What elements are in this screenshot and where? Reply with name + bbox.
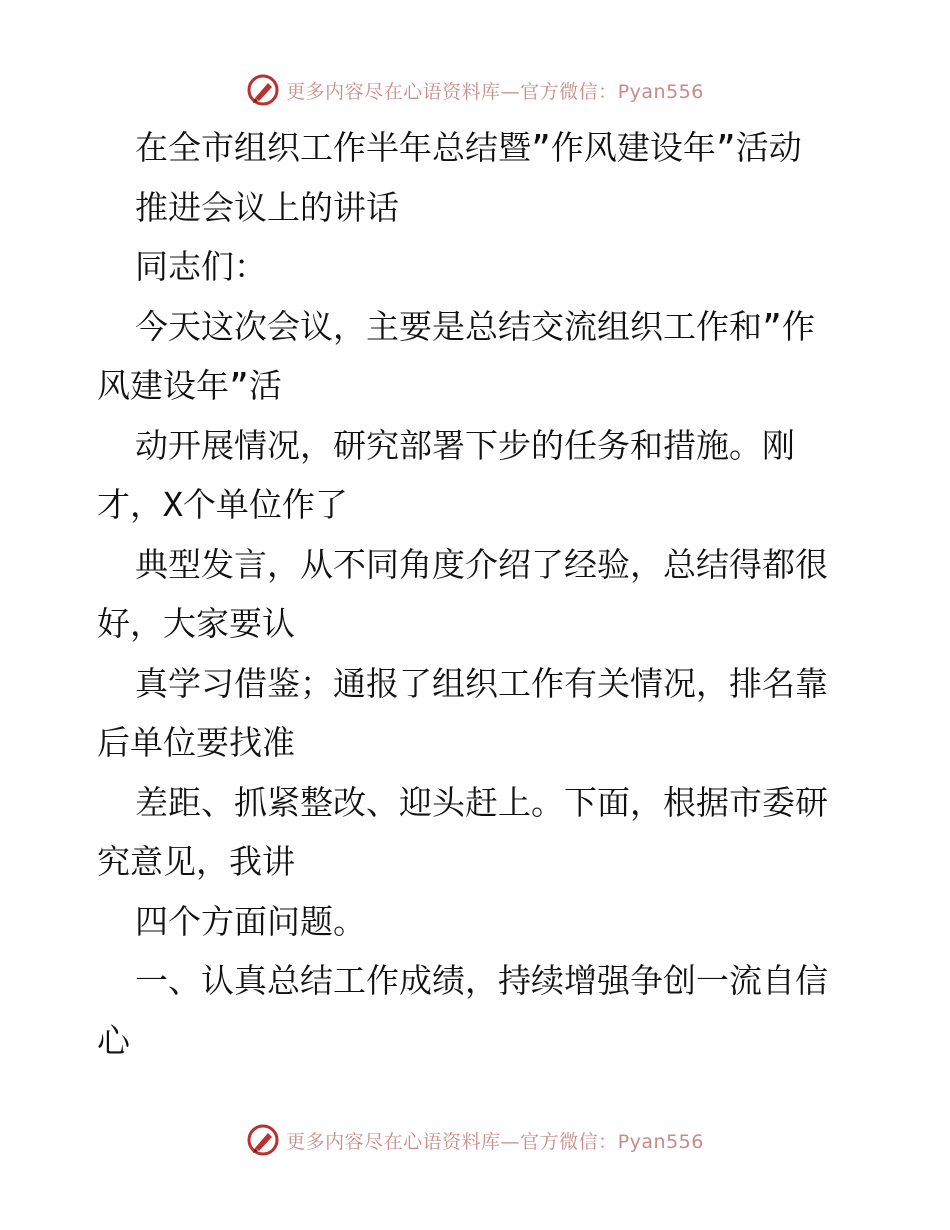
text-line: 真学习借鉴；通报了组织工作有关情况，排名靠	[135, 663, 828, 703]
text-line: 动开展情况，研究部署下步的任务和措施。刚	[135, 425, 795, 465]
pen-logo-icon	[246, 1123, 280, 1157]
banner-text: 更多内容尽在心语资料库—官方微信：Pyan556	[286, 80, 704, 103]
text-line: 后单位要找准	[97, 723, 295, 762]
footer-banner	[0, 1120, 950, 1160]
text-line: 同志们：	[135, 247, 267, 286]
header-banner	[0, 70, 950, 110]
text-line: 在全市组织工作半年总结暨”作风建设年”活动	[135, 128, 802, 167]
text-line: 推进会议上的讲话	[135, 187, 399, 227]
text-line: 心	[97, 1020, 130, 1060]
text-line: 四个方面问题。	[135, 901, 366, 941]
text-line: 一、认真总结工作成绩，持续增强争创一流自信	[135, 961, 828, 1000]
text-line: 风建设年”活	[97, 366, 282, 405]
text-line: 差距、抓紧整改、迎头赶上。下面，根据市委研	[135, 782, 828, 822]
document-body	[97, 118, 867, 1070]
banner-text: 更多内容尽在心语资料库—官方微信：Pyan556	[286, 1130, 704, 1153]
text-line: 今天这次会议，主要是总结交流组织工作和”作	[135, 306, 815, 346]
text-line: 才，X个单位作了	[97, 485, 348, 524]
pen-logo-icon	[246, 73, 280, 107]
text-line: 好，大家要认	[97, 604, 295, 643]
text-line: 典型发言，从不同角度介绍了经验，总结得都很	[135, 544, 828, 584]
text-line: 究意见，我讲	[97, 842, 295, 881]
